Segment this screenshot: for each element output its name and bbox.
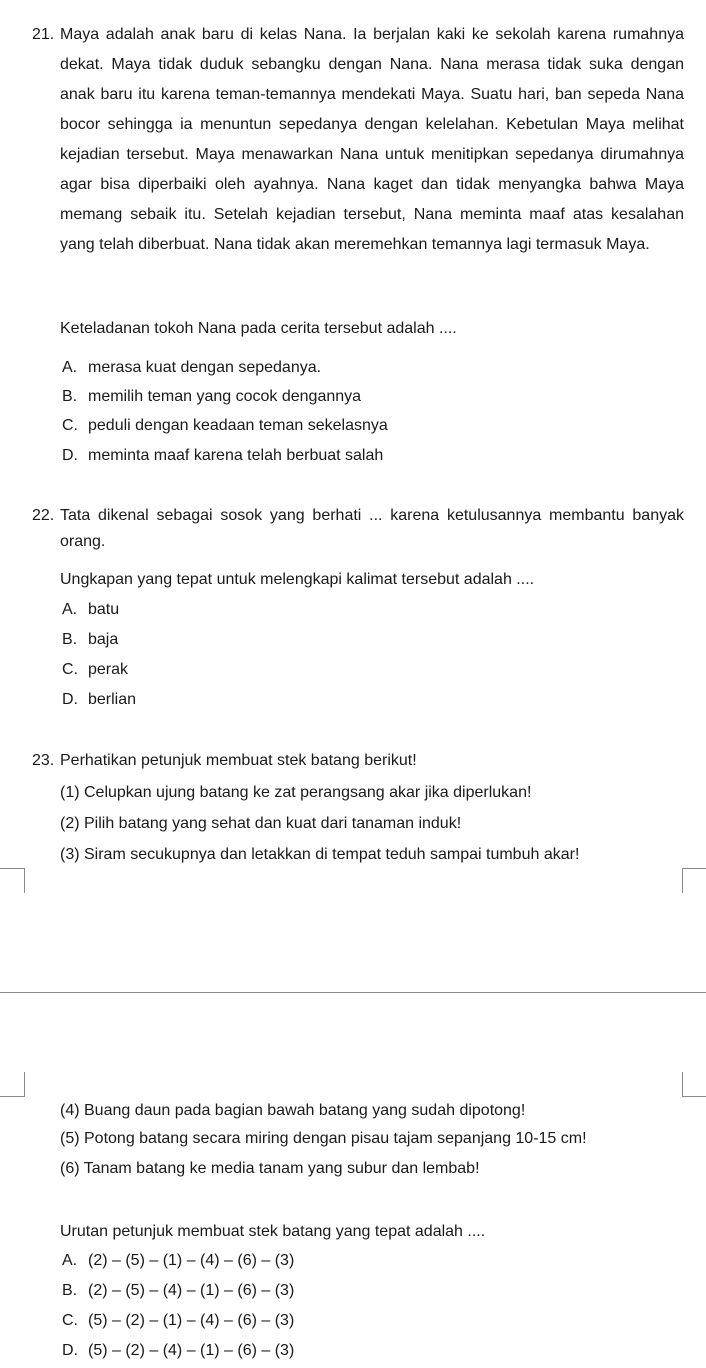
option-letter: A. bbox=[62, 601, 78, 618]
crop-mark-bottom-left bbox=[0, 1072, 25, 1097]
question-23-stem: Perhatikan petunjuk membuat stek batang berikut! bbox=[60, 752, 417, 769]
step-3: (3) Siram secukupnya dan letakkan di tempat teduh sampai tumbuh akar! bbox=[60, 846, 580, 863]
option-text: baja bbox=[88, 631, 119, 648]
question-22-stem: Tata dikenal sebagai sosok yang berhati ... karena ketulusannya membantu banyak orang. bbox=[60, 507, 684, 550]
question-21-prompt: Keteladanan tokoh Nana pada cerita tersebut adalah .... bbox=[60, 320, 457, 337]
question-21-passage: Maya adalah anak baru di kelas Nana. Ia berjalan kaki ke sekolah karena rumahnya dekat. Maya tidak duduk sebangku dengan Nana. Nana merasa tidak suka dengan anak baru itu karena teman-temannya mendekati Maya. Suatu hari, ban sepeda Nana bocor sehingga ia menuntun sepedanya dengan kelelahan. Kebetulan Maya melihat kejadian tersebut. Maya menawarkan Nana untuk menitipkan sepedanya dirumahnya agar bisa diperbaiki oleh ayahnya. Nana kaget dan tidak menyangka bahwa Maya memang sebaik itu. Setelah kejadian tersebut, Nana meminta maaf atas kesalahan yang telah diberbuat. Nana tidak akan meremehkan temannya lagi termasuk Maya. bbox=[60, 26, 684, 253]
page-separator bbox=[0, 992, 706, 993]
step-1: (1) Celupkan ujung batang ke zat perangsang akar jika diperlukan! bbox=[60, 784, 532, 801]
question-22-number: 22. bbox=[32, 507, 55, 524]
option-letter: D. bbox=[62, 1342, 78, 1359]
q23-option-b[interactable] bbox=[62, 1276, 294, 1306]
option-letter: D. bbox=[62, 691, 78, 708]
question-22-prompt: Ungkapan yang tepat untuk melengkapi kalimat tersebut adalah .... bbox=[60, 571, 535, 588]
q23-option-d[interactable] bbox=[62, 1336, 294, 1366]
q22-option-b[interactable] bbox=[62, 625, 118, 655]
q23-option-a[interactable] bbox=[62, 1246, 294, 1276]
option-letter: B. bbox=[62, 1282, 78, 1299]
step-2: (2) Pilih batang yang sehat dan kuat dari tanaman induk! bbox=[60, 815, 462, 832]
q22-option-c[interactable] bbox=[62, 655, 128, 685]
option-text: batu bbox=[88, 601, 120, 618]
option-letter: B. bbox=[62, 388, 78, 405]
option-text: perak bbox=[88, 661, 129, 678]
option-text: (5) – (2) – (4) – (1) – (6) – (3) bbox=[88, 1342, 295, 1359]
option-text: (2) – (5) – (4) – (1) – (6) – (3) bbox=[88, 1282, 295, 1299]
q21-option-c[interactable] bbox=[62, 411, 388, 441]
option-letter: C. bbox=[62, 1312, 78, 1329]
crop-mark-top-left bbox=[0, 868, 25, 893]
option-letter: A. bbox=[62, 359, 78, 376]
question-23-number: 23. bbox=[32, 752, 55, 769]
option-letter: D. bbox=[62, 447, 78, 464]
q21-option-a[interactable] bbox=[62, 353, 321, 383]
option-letter: C. bbox=[62, 417, 78, 434]
q23-option-c[interactable] bbox=[62, 1306, 294, 1336]
q22-option-a[interactable] bbox=[62, 595, 119, 625]
q22-option-d[interactable] bbox=[62, 685, 136, 715]
option-text: peduli dengan keadaan teman sekelasnya bbox=[88, 417, 388, 434]
option-text: berlian bbox=[88, 691, 137, 708]
option-text: memilih teman yang cocok dengannya bbox=[88, 388, 362, 405]
option-text: (5) – (2) – (1) – (4) – (6) – (3) bbox=[88, 1312, 295, 1329]
q21-option-d[interactable] bbox=[62, 441, 383, 471]
option-text: merasa kuat dengan sepedanya. bbox=[88, 359, 322, 376]
q21-option-b[interactable] bbox=[62, 382, 361, 412]
question-23-prompt: Urutan petunjuk membuat stek batang yang tepat adalah .... bbox=[60, 1223, 486, 1240]
step-5: (5) Potong batang secara miring dengan pisau tajam sepanjang 10-15 cm! bbox=[60, 1130, 587, 1147]
option-text: (2) – (5) – (1) – (4) – (6) – (3) bbox=[88, 1252, 295, 1269]
step-4: (4) Buang daun pada bagian bawah batang yang sudah dipotong! bbox=[60, 1102, 526, 1119]
option-letter: A. bbox=[62, 1252, 78, 1269]
question-21-number: 21. bbox=[32, 26, 55, 43]
option-text: meminta maaf karena telah berbuat salah bbox=[88, 447, 384, 464]
crop-mark-top-right bbox=[682, 868, 706, 893]
crop-mark-bottom-right bbox=[682, 1072, 706, 1097]
option-letter: B. bbox=[62, 631, 78, 648]
step-6: (6) Tanam batang ke media tanam yang subur dan lembab! bbox=[60, 1160, 480, 1177]
option-letter: C. bbox=[62, 661, 78, 678]
